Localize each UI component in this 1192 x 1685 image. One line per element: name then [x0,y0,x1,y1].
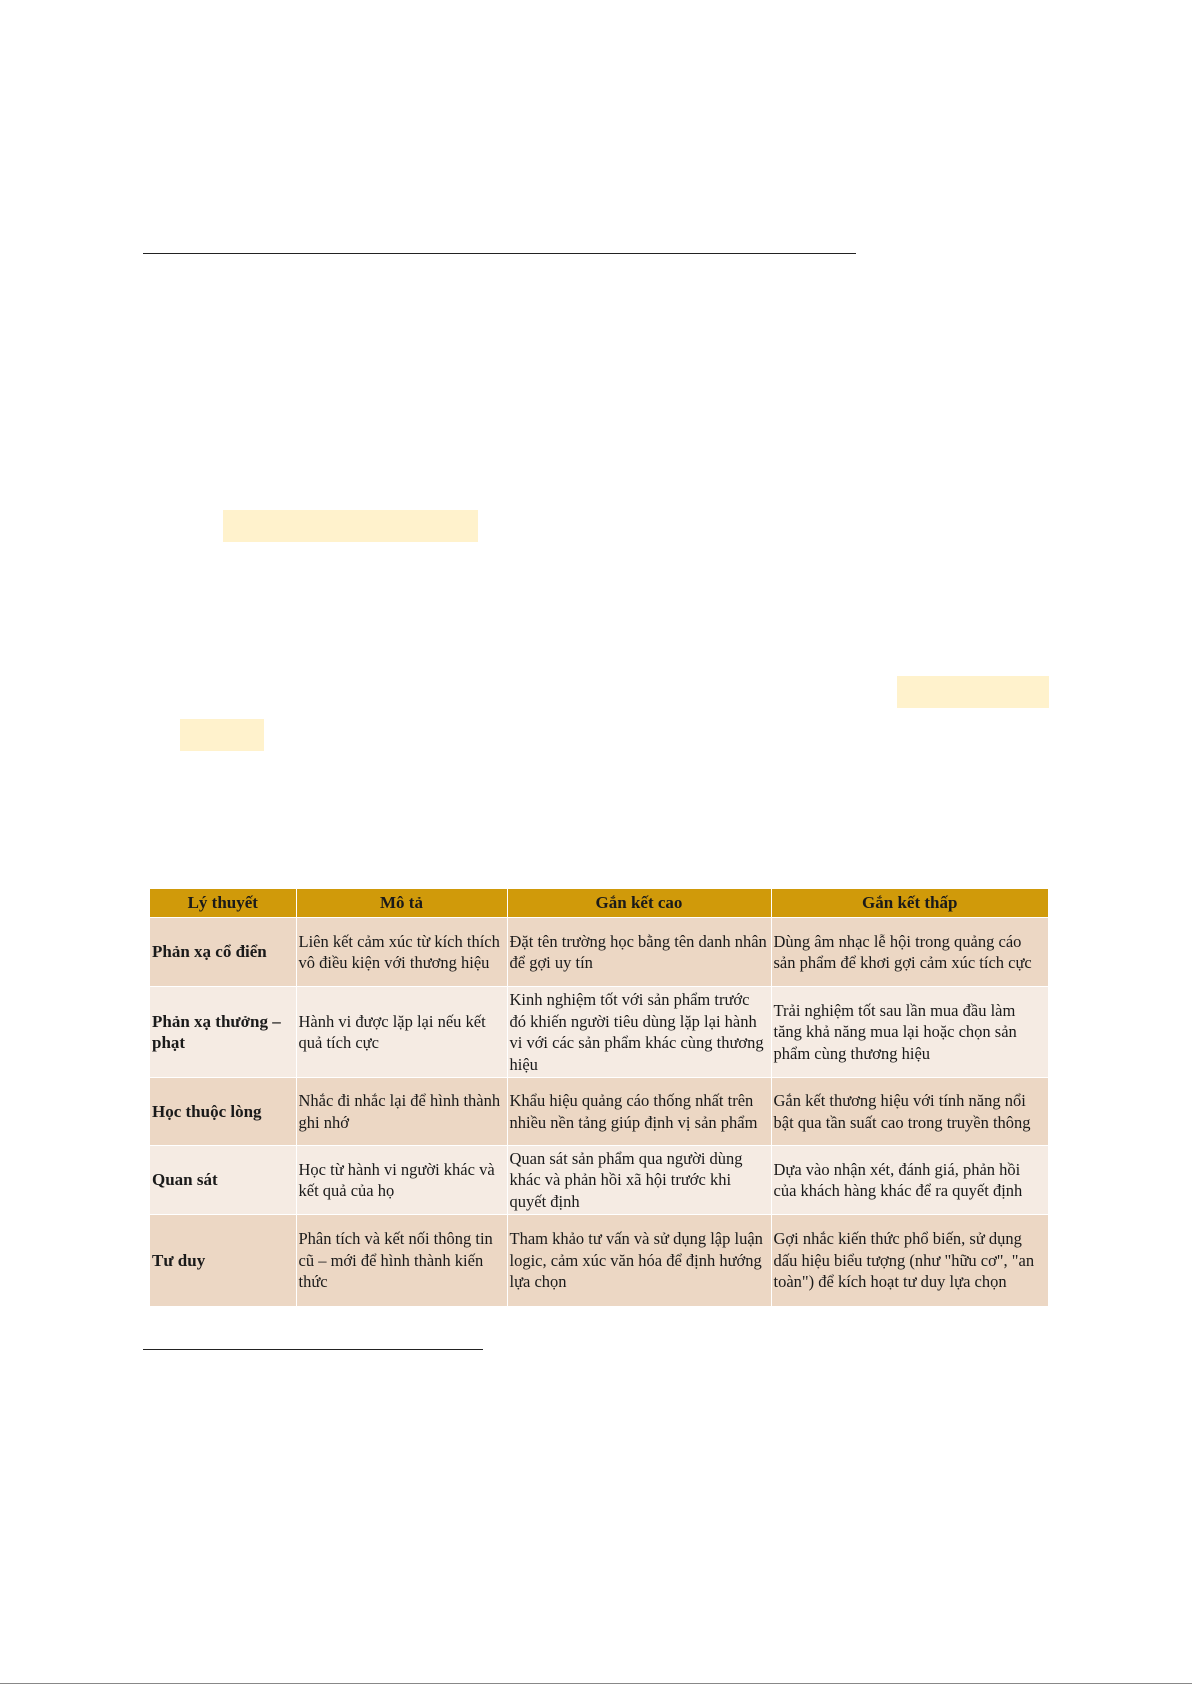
page-bottom-line [0,1683,1192,1684]
high-involvement-cell: Đặt tên trường học bằng tên danh nhân để gợi uy tín [507,918,771,987]
low-involvement-cell: Dùng âm nhạc lễ hội trong quảng cáo sản phẩm để khơi gợi cảm xúc tích cực [771,918,1048,987]
footnote-separator-line [143,1349,483,1350]
column-header-theory: Lý thuyết [150,889,296,918]
table-header-row [150,889,1048,918]
table-row [150,1078,1048,1146]
text-highlight [180,719,264,751]
high-involvement-cell: Tham khảo tư vấn và sử dụng lập luận logic, cảm xúc văn hóa để định hướng lựa chọn [507,1215,771,1307]
description-cell: Hành vi được lặp lại nếu kết quả tích cực [296,987,507,1078]
description-cell: Phân tích và kết nối thông tin cũ – mới để hình thành kiến thức [296,1215,507,1307]
column-header-high-involvement: Gắn kết cao [507,889,771,918]
table-row [150,1215,1048,1307]
description-cell: Học từ hành vi người khác và kết quả của họ [296,1146,507,1215]
description-cell: Liên kết cảm xúc từ kích thích vô điều kiện với thương hiệu [296,918,507,987]
theory-cell: Quan sát [150,1146,296,1215]
low-involvement-cell: Gợi nhắc kiến thức phổ biến, sử dụng dấu hiệu biểu tượng (như "hữu cơ", "an toàn") để kích hoạt tư duy lựa chọn [771,1215,1048,1307]
high-involvement-cell: Kinh nghiệm tốt với sản phẩm trước đó khiến người tiêu dùng lặp lại hành vi với các sản phẩm khác cùng thương hiệu [507,987,771,1078]
table-row [150,918,1048,987]
high-involvement-cell: Quan sát sản phẩm qua người dùng khác và phản hồi xã hội trước khi quyết định [507,1146,771,1215]
theory-cell: Học thuộc lòng [150,1078,296,1146]
low-involvement-cell: Gắn kết thương hiệu với tính năng nổi bật qua tần suất cao trong truyền thông [771,1078,1048,1146]
theory-cell: Phản xạ cổ điển [150,918,296,987]
theory-cell: Tư duy [150,1215,296,1307]
text-highlight [897,676,1049,708]
learning-theory-table [150,889,1048,1307]
column-header-low-involvement: Gắn kết thấp [771,889,1048,918]
text-highlight [223,510,478,542]
low-involvement-cell: Dựa vào nhận xét, đánh giá, phản hồi của khách hàng khác để ra quyết định [771,1146,1048,1215]
description-cell: Nhắc đi nhắc lại để hình thành ghi nhớ [296,1078,507,1146]
theory-cell: Phản xạ thưởng – phạt [150,987,296,1078]
table-row [150,1146,1048,1215]
low-involvement-cell: Trải nghiệm tốt sau lần mua đầu làm tăng khả năng mua lại hoặc chọn sản phẩm cùng thương hiệu [771,987,1048,1078]
high-involvement-cell: Khẩu hiệu quảng cáo thống nhất trên nhiều nền tảng giúp định vị sản phẩm [507,1078,771,1146]
column-header-description: Mô tả [296,889,507,918]
table-row [150,987,1048,1078]
top-separator-line [143,253,856,254]
